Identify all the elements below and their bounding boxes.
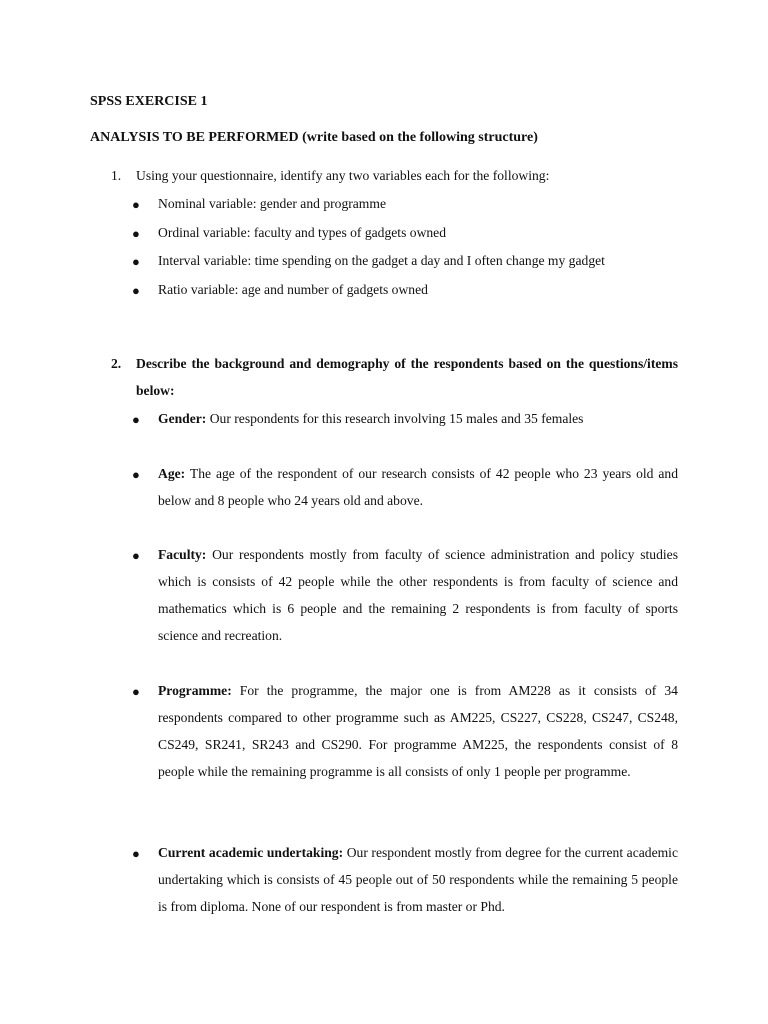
item-label: Current academic undertaking:	[158, 845, 344, 860]
section-heading: ANALYSIS TO BE PERFORMED (write based on the following structure)	[90, 130, 538, 145]
q2-item-academic-undertaking	[158, 839, 678, 920]
q2-item-gender	[158, 405, 678, 432]
q2-item-faculty	[158, 541, 678, 649]
q2-item-age	[158, 460, 678, 514]
question-2-number: 2.	[111, 356, 122, 371]
q1-item-nominal: Nominal variable: gender and programme	[158, 196, 386, 211]
document-title: SPSS EXERCISE 1	[90, 94, 208, 109]
item-text: Our respondents mostly from faculty of science administration and policy studies which is consists of 42 people while the other respondents is from faculty of science and mathematics which is 6 people and the remaining 2 respondents is from faculty of sports science and recreation.	[158, 547, 678, 643]
bullet-icon: ●	[132, 467, 140, 482]
question-2-prompt: Describe the background and demography of the respondents based on the questions/items below:	[136, 356, 678, 398]
q1-item-interval: Interval variable: time spending on the gadget a day and I often change my gadget	[158, 253, 605, 268]
item-text: The age of the respondent of our research consists of 42 people who 23 years old and below and 8 people who 24 years old and above.	[158, 466, 679, 508]
q2-item-programme	[158, 677, 678, 785]
bullet-icon: ●	[132, 548, 140, 563]
item-text: For the programme, the major one is from AM228 as it consists of 34 respondents compared to other programme such as AM225, CS227, CS228, CS247, CS248, CS249, SR241, SR243 and CS290. For programme AM225, the respondents consist of 8 people while the remaining programme is all consists of only 1 people per programme.	[158, 683, 678, 779]
bullet-icon: ●	[132, 226, 140, 241]
q1-item-ordinal: Ordinal variable: faculty and types of gadgets owned	[158, 225, 447, 240]
bullet-icon: ●	[132, 846, 140, 861]
question-1-prompt: Using your questionnaire, identify any two variables each for the following:	[136, 168, 550, 183]
question-1-number: 1.	[111, 168, 122, 183]
bullet-icon: ●	[132, 283, 140, 298]
item-text: Our respondent mostly from degree for the current academic undertaking which is consists of 45 people out of 50 respondents while the remaining 5 people is from diploma. None of our respondent is from master or Phd.	[158, 845, 678, 914]
item-label: Gender:	[158, 411, 207, 426]
bullet-icon: ●	[132, 684, 140, 699]
bullet-icon: ●	[132, 412, 140, 427]
q1-item-ratio: Ratio variable: age and number of gadgets owned	[158, 282, 428, 297]
item-text: Our respondents for this research involving 15 males and 35 females	[209, 411, 584, 426]
item-label: Faculty:	[158, 547, 207, 562]
bullet-icon: ●	[132, 197, 140, 212]
item-label: Age:	[158, 466, 186, 481]
bullet-icon: ●	[132, 254, 140, 269]
item-label: Programme:	[158, 683, 232, 698]
